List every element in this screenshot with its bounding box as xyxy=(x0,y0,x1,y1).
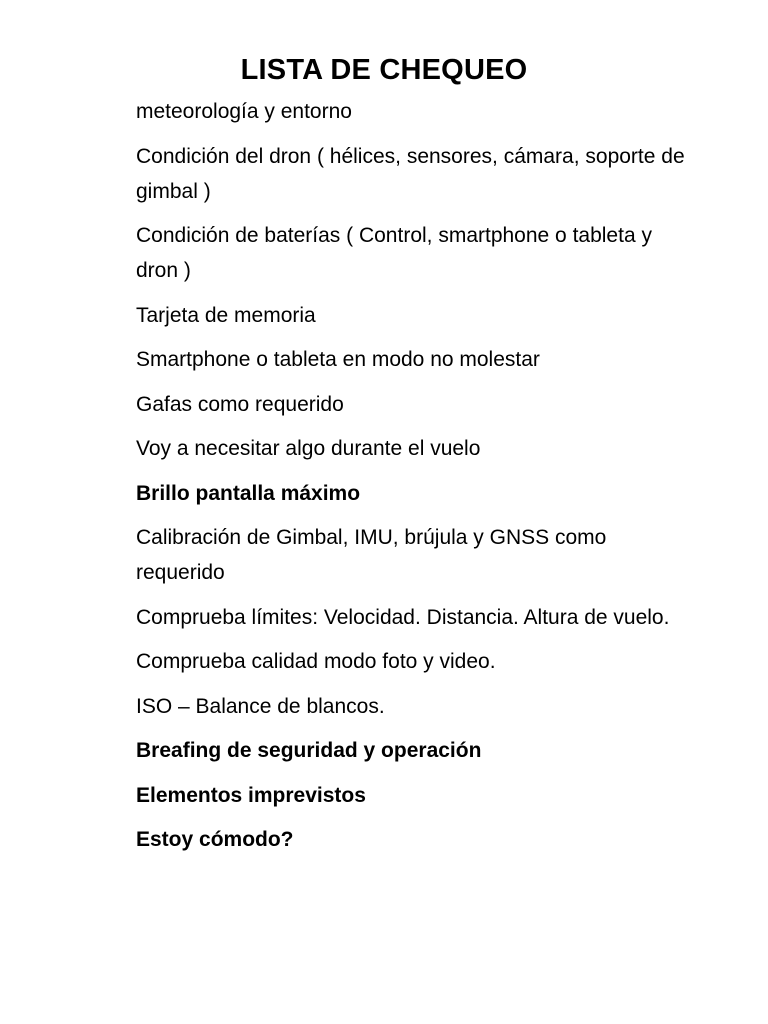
checklist-item: Estoy cómodo? xyxy=(136,828,294,851)
page-title: LISTA DE CHEQUEO xyxy=(240,54,528,86)
checklist-item: Condición de baterías ( Control, smartphone o tableta y dron ) xyxy=(136,224,652,282)
checklist-item: Elementos imprevistos xyxy=(136,783,366,807)
checklist-item: meteorología y entorno xyxy=(136,100,352,123)
checklist-item: Voy a necesitar algo durante el vuelo xyxy=(136,437,481,460)
checklist-item: ISO – Balance de blancos. xyxy=(136,694,385,718)
checklist-item: Tarjeta de memoria xyxy=(136,303,316,327)
checklist xyxy=(136,94,696,867)
checklist-item: Gafas como requerido xyxy=(136,392,344,416)
checklist-item: Brillo pantalla máximo xyxy=(136,481,361,505)
checklist-item: Calibración de Gimbal, IMU, brújula y GNSS como requerido xyxy=(136,526,607,584)
checklist-item: Comprueba límites: Velocidad. Distancia. Altura de vuelo. xyxy=(136,605,670,629)
checklist-item: Smartphone o tableta en modo no molestar xyxy=(136,348,540,371)
checklist-item: Breafing de seguridad y operación xyxy=(136,739,482,762)
checklist-item: Condición del dron ( hélices, sensores, cámara, soporte de gimbal ) xyxy=(136,144,685,203)
checklist-item: Comprueba calidad modo foto y video. xyxy=(136,650,496,673)
